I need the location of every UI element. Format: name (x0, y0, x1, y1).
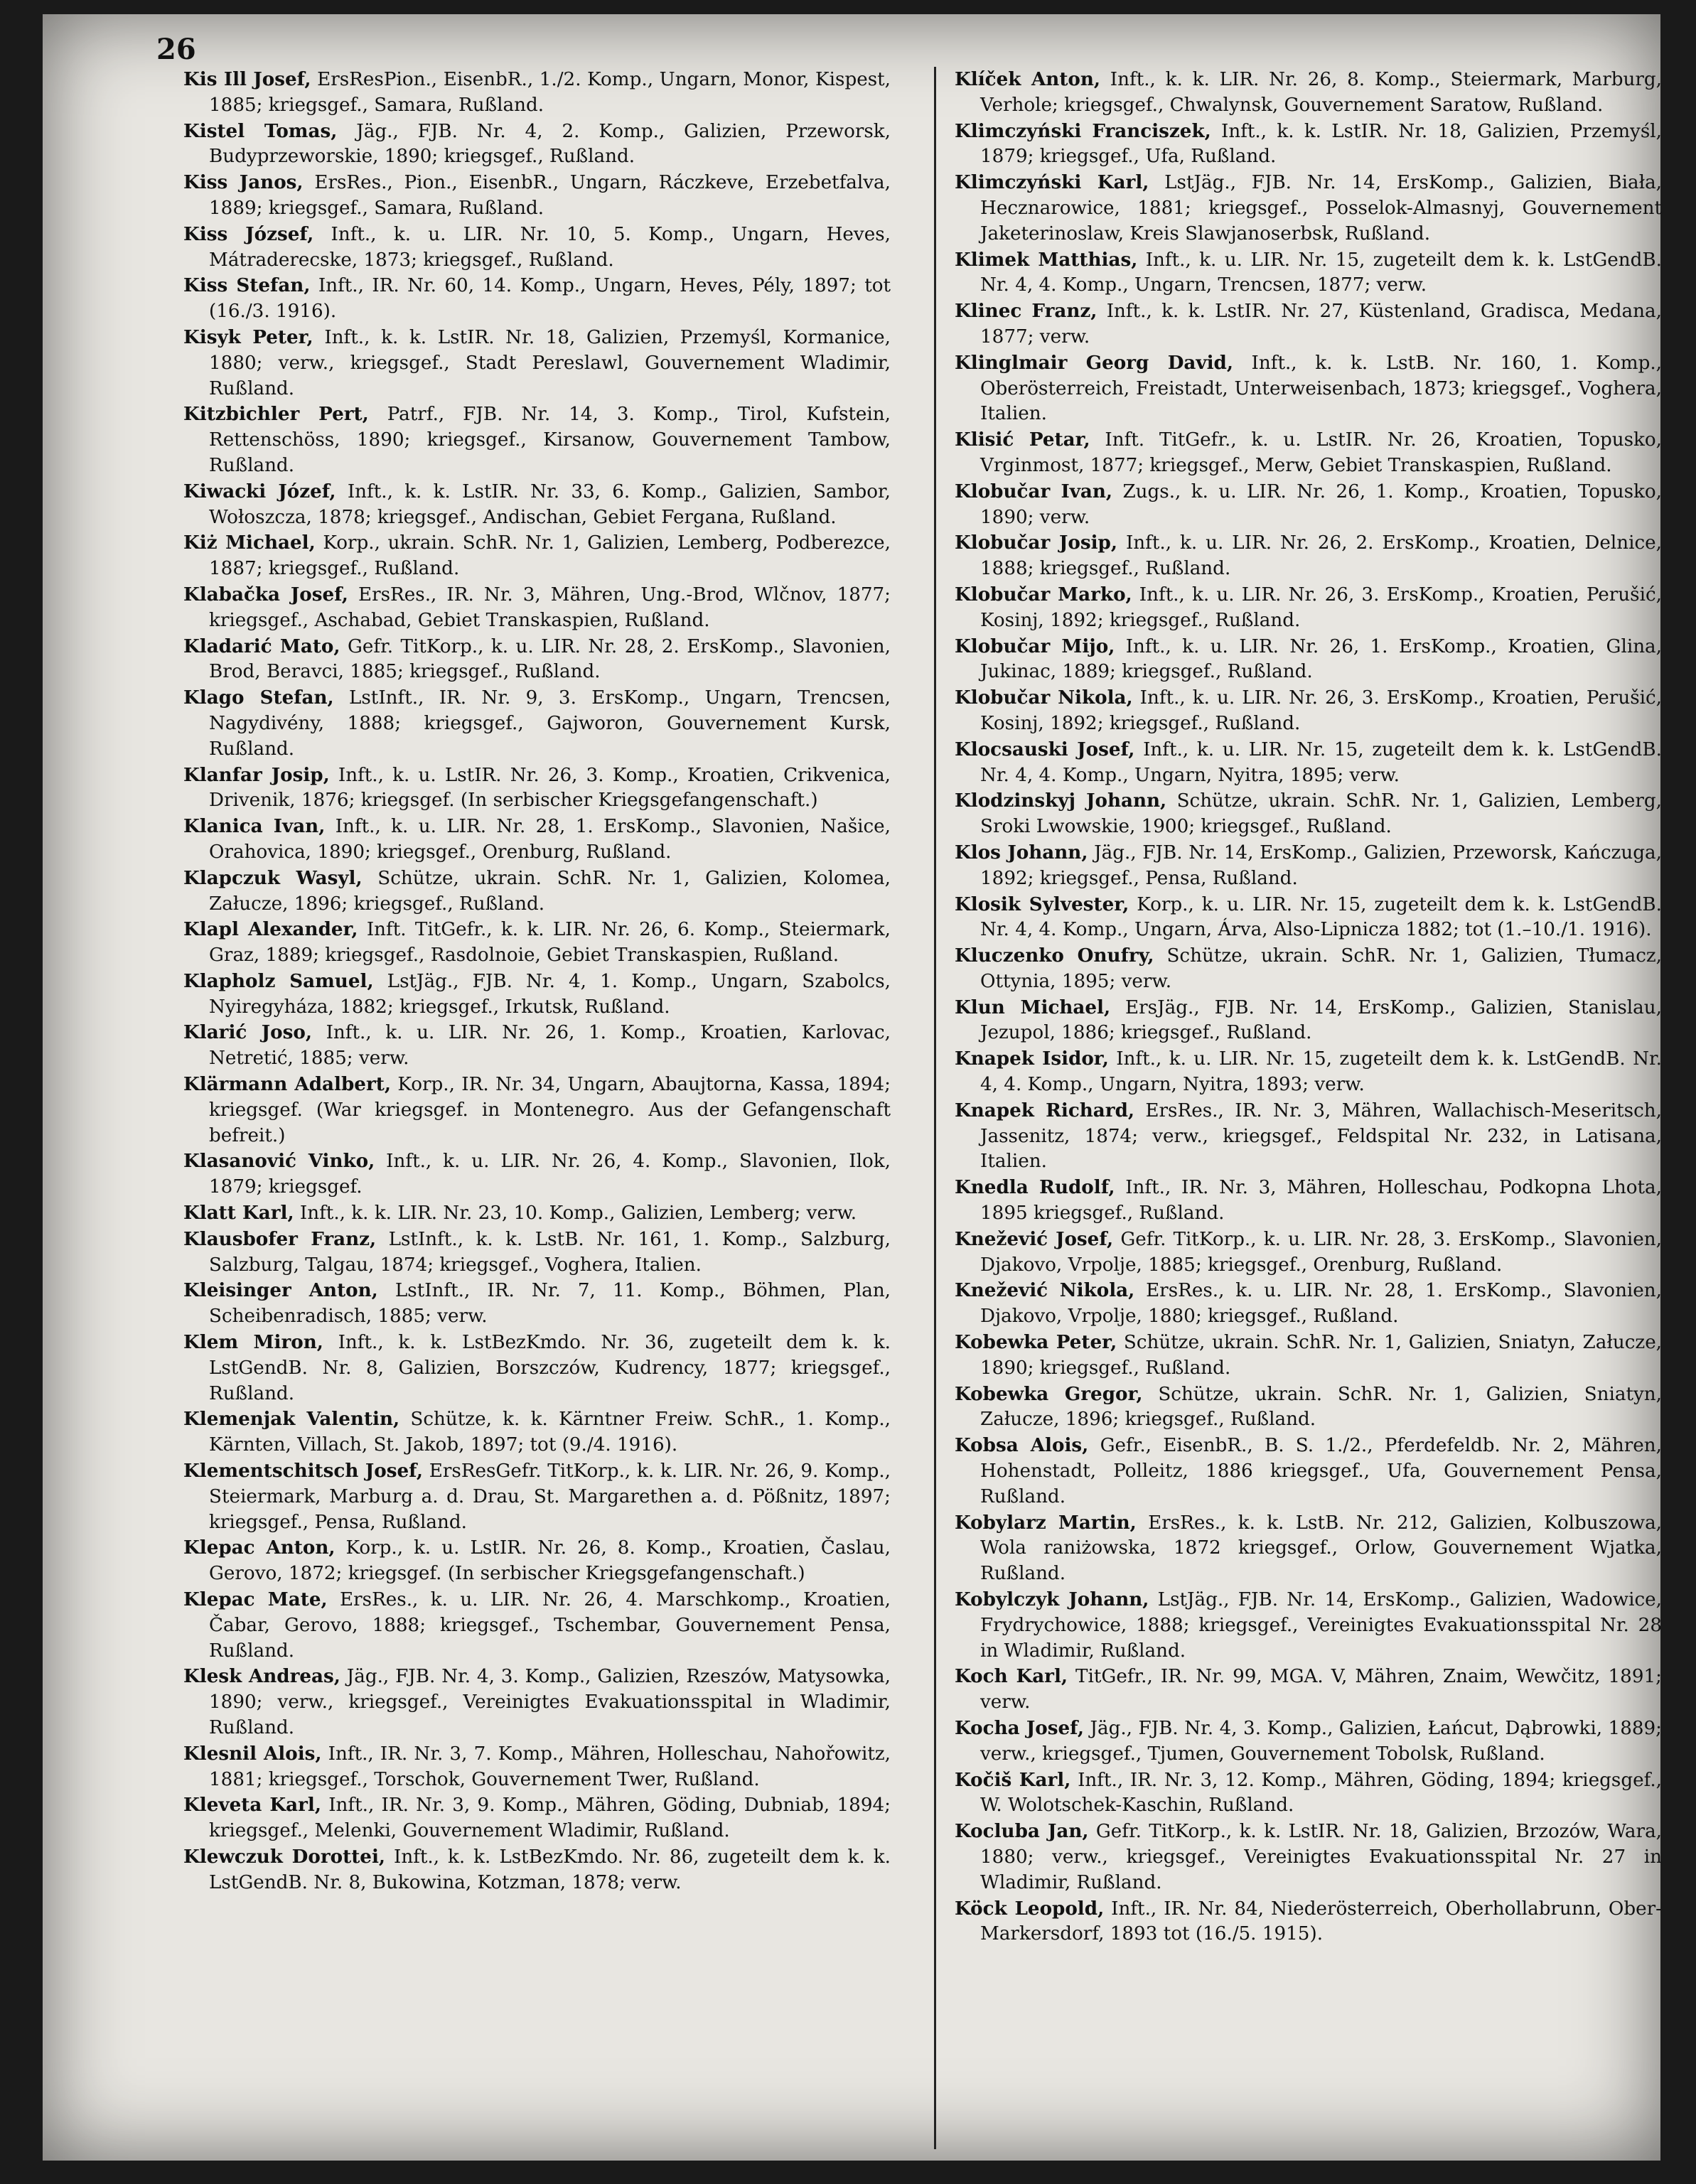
entry-details: LstInft., k. k. LstB. Nr. 161, 1. Komp., Salzburg, Salzburg, Talgau, 1874; kriegsgef., Voghera, Italien. (209, 1228, 891, 1276)
entry-name: Knapek Isidor, (955, 1048, 1109, 1070)
entry-name: Klesk Andreas, (183, 1665, 340, 1688)
entry-details: Inft., k. k. LstIR. Nr. 27, Küstenland, Gradisca, Medana, 1877; verw. (980, 301, 1662, 348)
list-entry (955, 1768, 1662, 1819)
entry-name: Klementschitsch Josef, (183, 1460, 423, 1483)
entry-details: TitGefr., IR. Nr. 99, MGA. V, Mähren, Znaim, Wewčitz, 1891; verw. (980, 1666, 1662, 1714)
entry-name: Kitzbichler Pert, (183, 403, 369, 426)
entry-details: Zugs., k. u. LIR. Nr. 26, 1. Komp., Kroatien, Topusko, 1890; verw. (980, 480, 1662, 528)
list-entry (183, 1741, 891, 1793)
left-column (183, 67, 891, 1896)
entry-name: Klimczyński Franciszek, (955, 119, 1211, 142)
entry-name: Klanfar Josip, (183, 763, 330, 786)
entry-details: Inft., k. u. LIR. Nr. 26, 3. ErsKomp., Kroatien, Perušić, Kosinj, 1892; kriegsgef., Rußland. (980, 583, 1662, 631)
list-entry (183, 1406, 891, 1458)
entry-details: Korp., k. u. LstIR. Nr. 26, 8. Komp., Kroatien, Časlau, Gerovo, 1872; kriegsgef. (In serbischer Kriegsgefangenschaft.) (209, 1537, 891, 1585)
list-entry (183, 119, 891, 171)
entry-name: Koch Karl, (955, 1665, 1068, 1688)
list-entry (183, 273, 891, 325)
entry-name: Kobewka Peter, (955, 1331, 1117, 1354)
list-entry (183, 1072, 891, 1149)
list-entry (955, 1330, 1662, 1382)
entry-name: Kis Ill Josef, (183, 68, 311, 90)
entry-name: Klesnil Alois, (183, 1742, 322, 1765)
document-page (43, 14, 1663, 2161)
entry-details: Inft., k. u. LIR. Nr. 26, 1. Komp., Kroatien, Karlovac, Netretić, 1885; verw. (209, 1022, 891, 1070)
list-entry (955, 1664, 1662, 1716)
entry-name: Klos Johann, (955, 841, 1088, 864)
list-entry (955, 119, 1662, 171)
entry-details: LstJäg., FJB. Nr. 4, 1. Komp., Ungarn, Szabolcs, Nyiregyháza, 1882; kriegsgef., Irkutsk, Rußland. (209, 970, 891, 1018)
entry-details: Inft., k. k. LstBezKmdo. Nr. 86, zugeteilt dem k. k. LstGendB. Nr. 8, Bukowina, Kotzman, 1878; verw. (209, 1846, 891, 1893)
list-entry (955, 1046, 1662, 1098)
list-entry (955, 1382, 1662, 1433)
entry-details: Inft., k. u. LIR. Nr. 10, 5. Komp., Ungarn, Heves, Mátraderecske, 1873; kriegsgef., Rußland. (209, 223, 891, 271)
list-entry (955, 737, 1662, 789)
list-entry (955, 1278, 1662, 1330)
list-entry (955, 685, 1662, 737)
list-entry (183, 582, 891, 634)
list-entry (955, 892, 1662, 944)
entry-details: Gefr. TitKorp., k. u. LIR. Nr. 28, 2. ErsKomp., Slavonien, Brod, Beravci, 1885; kriegsgef., Rußland. (209, 635, 891, 683)
list-entry (955, 1716, 1662, 1768)
entry-details: ErsResGefr. TitKorp., k. k. LIR. Nr. 26, 9. Komp., Steiermark, Marburg a. d. Drau, St. Margarethen a. d. Pößnitz, 1897; kriegsgef., Pensa, Rußland. (209, 1461, 891, 1533)
list-entry (955, 840, 1662, 892)
entry-details: Inft., k. k. LstBezKmdo. Nr. 36, zugeteilt dem k. k. LstGendB. Nr. 8, Galizien, Borszczów, Kudrency, 1877; kriegsgef., Rußland. (209, 1332, 891, 1404)
entry-details: Gefr. TitKorp., k. u. LIR. Nr. 28, 3. ErsKomp., Slavonien, Djakovo, Vrpolje, 1885; kriegsgef., Orenburg, Rußland. (980, 1228, 1662, 1276)
entry-name: Klepac Mate, (183, 1588, 328, 1611)
entry-name: Kiwacki Józef, (183, 480, 336, 502)
list-entry (183, 1227, 891, 1279)
entry-details: Inft., k. u. LIR. Nr. 15, zugeteilt dem k. k. LstGendB. Nr. 4, 4. Komp., Ungarn, Nyitra, 1895; verw. (980, 738, 1662, 786)
entry-name: Klobučar Josip, (955, 532, 1117, 554)
list-entry (955, 247, 1662, 299)
entry-name: Klärmann Adalbert, (183, 1073, 391, 1096)
entry-details: ErsResPion., EisenbR., 1./2. Komp., Ungarn, Monor, Kispest, 1885; kriegsgef., Samara, Rußland. (209, 69, 891, 116)
list-entry (183, 67, 891, 119)
entry-name: Kiss Stefan, (183, 274, 311, 297)
entry-name: Klinglmair Georg David, (955, 351, 1233, 374)
entry-details: Inft., k. k. LstIR. Nr. 33, 6. Komp., Galizien, Sambor, Wołoszcza, 1878; kriegsgef., Andischan, Gebiet Fergana, Rußland. (209, 480, 891, 528)
entry-details: Inft., k. k. LstIR. Nr. 18, Galizien, Przemyśl, Kormanice, 1880; verw., kriegsgef., Stadt Pereslawl, Gouvernement Wladimir, Rußland. (209, 326, 891, 399)
list-entry (955, 788, 1662, 840)
entry-details: Korp., IR. Nr. 34, Ungarn, Abaujtorna, Kassa, 1894; kriegsgef. (War kriegsgef. in Montenegro. Aus der Gefangenschaft befreit.) (209, 1074, 891, 1146)
entry-name: Klausbofer Franz, (183, 1227, 377, 1250)
entry-name: Klapholz Samuel, (183, 969, 374, 992)
list-entry (183, 1535, 891, 1587)
entry-name: Kobylarz Martin, (955, 1511, 1137, 1534)
entry-name: Klocsauski Josef, (955, 738, 1135, 760)
entry-name: Knežević Nikola, (955, 1279, 1135, 1302)
entry-name: Klimek Matthias, (955, 248, 1138, 271)
list-entry (183, 222, 891, 274)
list-entry (183, 1844, 891, 1896)
list-entry (955, 1819, 1662, 1895)
entry-name: Kluczenko Onufry, (955, 945, 1154, 967)
list-entry (183, 1020, 891, 1072)
list-entry (955, 479, 1662, 531)
entry-details: Inft., k. u. LIR. Nr. 15, zugeteilt dem k. k. LstGendB. Nr. 4, 4. Komp., Ungarn, Nyitra, 1893; verw. (980, 1048, 1662, 1096)
entry-name: Kleveta Karl, (183, 1794, 321, 1817)
entry-name: Kocluba Jan, (955, 1820, 1089, 1843)
entry-details: Schütze, ukrain. SchR. Nr. 1, Galizien, Kolomea, Załucze, 1896; kriegsgef., Rußland. (209, 867, 891, 915)
entry-name: Kistel Tomas, (183, 119, 338, 142)
entry-details: Inft., k. u. LIR. Nr. 26, 3. ErsKomp., Kroatien, Perušić, Kosinj, 1892; kriegsgef., Rußland. (980, 687, 1662, 734)
entry-name: Klanica Ivan, (183, 815, 326, 838)
list-entry (183, 866, 891, 918)
page-number: 26 (156, 33, 196, 66)
entry-name: Klinec Franz, (955, 300, 1097, 323)
entry-name: Kleisinger Anton, (183, 1279, 378, 1302)
list-entry (183, 1330, 891, 1406)
entry-name: Klimczyński Karl, (955, 171, 1149, 194)
entry-details: LstJäg., FJB. Nr. 14, ErsKomp., Galizien, Biała, Hecznarowice, 1881; kriegsgef., Posselok-Almasnyj, Gouvernement Jaketerinoslaw, Kreis Slawjanoserbsk, Rußland. (980, 172, 1663, 244)
entry-name: Kiss József, (183, 222, 314, 245)
entry-name: Klapczuk Wasyl, (183, 866, 363, 889)
entry-details: Inft., k. k. LIR. Nr. 23, 10. Komp., Galizien, Lemberg; verw. (294, 1203, 857, 1225)
right-column (955, 67, 1662, 1947)
entry-details: Schütze, k. k. Kärntner Freiw. SchR., 1. Komp., Kärnten, Villach, St. Jakob, 1897; tot (9./4. 1916). (209, 1409, 891, 1456)
entry-name: Kiż Michael, (183, 532, 316, 554)
entry-details: Schütze, ukrain. SchR. Nr. 1, Galizien, Tłumacz, Ottynia, 1895; verw. (980, 945, 1662, 992)
list-entry (955, 943, 1662, 995)
entry-details: Patrf., FJB. Nr. 14, 3. Komp., Tirol, Kufstein, Rettenschöss, 1890; kriegsgef., Kirsanow, Gouvernement Tambow, Rußland. (209, 404, 891, 476)
entry-name: Kobewka Gregor, (955, 1382, 1143, 1405)
entry-name: Köck Leopold, (955, 1897, 1105, 1920)
list-entry (183, 685, 891, 762)
list-entry (955, 1433, 1662, 1510)
entry-name: Kiss Janos, (183, 171, 304, 194)
entry-details: LstInft., IR. Nr. 7, 11. Komp., Böhmen, Plan, Scheibenradisch, 1885; verw. (209, 1280, 891, 1328)
entry-details: Jäg., FJB. Nr. 4, 2. Komp., Galizien, Przeworsk, Budyprzeworskie, 1890; kriegsgef., Rußland. (209, 120, 891, 168)
entry-name: Klobučar Mijo, (955, 635, 1115, 657)
list-entry (955, 530, 1662, 582)
entry-details: Inft., k. u. LIR. Nr. 28, 1. ErsKomp., Slavonien, Našice, Orahovica, 1890; kriegsgef., Orenburg, Rußland. (209, 816, 891, 863)
list-entry (183, 1149, 891, 1200)
list-entry (955, 1896, 1662, 1948)
entry-details: ErsRes., k. u. LIR. Nr. 26, 4. Marschkomp., Kroatien, Čabar, Gerovo, 1888; kriegsgef., Tschembar, Gouvernement Pensa, Rußland. (209, 1589, 891, 1662)
entry-name: Klago Stefan, (183, 687, 334, 709)
entry-details: Jäg., FJB. Nr. 4, 3. Komp., Galizien, Rzeszów, Matysowka, 1890; verw., kriegsgef., Vereinigtes Evakuationsspital in Wladimir, Rußland. (209, 1666, 891, 1738)
entry-name: Klobučar Ivan, (955, 480, 1113, 502)
list-entry (955, 350, 1662, 427)
list-entry (183, 325, 891, 402)
list-entry (955, 995, 1662, 1047)
entry-name: Klíček Anton, (955, 68, 1101, 90)
list-entry (955, 1227, 1662, 1279)
entry-details: Inft., IR. Nr. 3, 12. Komp., Mähren, Göding, 1894; kriegsgef., W. Wolotschek-Kaschin, Rußland. (980, 1769, 1663, 1817)
list-entry (183, 1278, 891, 1330)
entry-details: Jäg., FJB. Nr. 14, ErsKomp., Galizien, Przeworsk, Kańczuga, 1892; kriegsgef., Pensa, Rußland. (980, 841, 1662, 889)
list-entry (955, 1587, 1662, 1664)
entry-name: Kočiš Karl, (955, 1768, 1071, 1791)
list-entry (955, 1510, 1662, 1587)
entry-details: Gefr. TitKorp., k. k. LstIR. Nr. 18, Galizien, Brzozów, Wara, 1880; verw., kriegsgef., Vereinigtes Evakuationsspital Nr. 27 in Wladimir, Rußland. (980, 1821, 1663, 1893)
list-entry (955, 634, 1662, 686)
entry-details: Inft., k. u. LIR. Nr. 15, zugeteilt dem k. k. LstGendB. Nr. 4, 4. Komp., Ungarn, Trencsen, 1877; verw. (980, 249, 1662, 296)
list-entry (955, 170, 1662, 247)
column-divider (934, 67, 936, 2149)
entry-details: Gefr., EisenbR., B. S. 1./2., Pferdefeldb. Nr. 2, Mähren, Hohenstadt, Polleitz, 1886 kriegsgef., Ufa, Gouvernement Pensa, Rußland. (980, 1435, 1662, 1507)
entry-name: Klapl Alexander, (183, 918, 358, 941)
entry-name: Klabačka Josef, (183, 583, 348, 606)
entry-details: ErsRes., k. k. LstB. Nr. 212, Galizien, Kolbuszowa, Wola raniżowska, 1872 kriegsgef., Orlow, Gouvernement Wjatka, Rußland. (980, 1512, 1663, 1585)
entry-details: Inft., k. k. LstIR. Nr. 18, Galizien, Przemyśl, 1879; kriegsgef., Ufa, Rußland. (980, 120, 1662, 168)
list-entry (183, 530, 891, 582)
entry-details: ErsRes., Pion., EisenbR., Ungarn, Ráczkeve, Erzebetfalva, 1889; kriegsgef., Samara, Rußland. (209, 172, 891, 219)
entry-name: Kobylczyk Johann, (955, 1588, 1149, 1611)
list-entry (183, 1458, 891, 1535)
entry-name: Klun Michael, (955, 996, 1111, 1018)
list-entry (183, 634, 891, 686)
list-entry (183, 1664, 891, 1741)
entry-name: Klatt Karl, (183, 1202, 294, 1225)
list-entry (183, 814, 891, 866)
list-entry (183, 1587, 891, 1664)
entry-name: Klem Miron, (183, 1331, 323, 1354)
entry-name: Klodzinskyj Johann, (955, 790, 1167, 812)
entry-name: Klarić Joso, (183, 1021, 312, 1044)
entry-name: Knedla Rudolf, (955, 1176, 1115, 1199)
entry-details: Inft., k. u. LIR. Nr. 26, 2. ErsKomp., Kroatien, Delnice, 1888; kriegsgef., Rußland. (980, 532, 1662, 580)
entry-name: Klosik Sylvester, (955, 893, 1129, 915)
entry-details: Inft., k. u. LstIR. Nr. 26, 3. Komp., Kroatien, Crikvenica, Drivenik, 1876; kriegsgef. (In serbischer Kriegsgefangenschaft.) (209, 764, 891, 812)
entry-details: Inft., k. k. LIR. Nr. 26, 8. Komp., Steiermark, Marburg, Verhole; kriegsgef., Chwalynsk, Gouvernement Saratow, Rußland. (980, 69, 1662, 116)
entry-name: Klewczuk Dorottei, (183, 1845, 386, 1868)
entry-details: ErsRes., IR. Nr. 3, Mähren, Ung.-Brod, Wlčnov, 1877; kriegsgef., Aschabad, Gebiet Transkaspien, Rußland. (209, 583, 891, 631)
entry-details: Schütze, ukrain. SchR. Nr. 1, Galizien, Sniatyn, Załucze, 1896; kriegsgef., Rußland. (980, 1383, 1662, 1431)
entry-name: Klobučar Nikola, (955, 687, 1133, 709)
entry-name: Klobučar Marko, (955, 583, 1132, 606)
entry-details: Inft., IR. Nr. 84, Niederösterreich, Oberhollabrunn, Ober-Markersdorf, 1893 tot (16./5. 1915). (980, 1898, 1662, 1945)
list-entry (955, 1098, 1662, 1175)
entry-details: LstInft., IR. Nr. 9, 3. ErsKomp., Ungarn, Trencsen, Nagydivény, 1888; kriegsgef., Gajworon, Gouvernement Kursk, Rußland. (209, 687, 891, 760)
entry-name: Klepac Anton, (183, 1537, 336, 1559)
entry-name: Kladarić Mato, (183, 635, 340, 657)
list-entry (183, 479, 891, 531)
entry-details: ErsJäg., FJB. Nr. 14, ErsKomp., Galizien, Stanislau, Jezupol, 1886; kriegsgef., Rußland. (980, 996, 1662, 1044)
entry-details: Korp., k. u. LIR. Nr. 15, zugeteilt dem k. k. LstGendB. Nr. 4, 4. Komp., Ungarn, Árva, Also-Lipnicza 1882; tot (1.–10./1. 1916). (980, 893, 1663, 941)
entry-name: Kobsa Alois, (955, 1434, 1089, 1457)
entry-name: Klasanović Vinko, (183, 1150, 375, 1173)
entry-details: Inft., IR. Nr. 60, 14. Komp., Ungarn, Heves, Pély, 1897; tot (16./3. 1916). (209, 275, 891, 323)
entry-details: Korp., ukrain. SchR. Nr. 1, Galizien, Lemberg, Podberezce, 1887; kriegsgef., Rußland. (209, 532, 891, 580)
entry-name: Knežević Josef, (955, 1227, 1114, 1250)
list-entry (183, 969, 891, 1021)
entry-details: ErsRes., IR. Nr. 3, Mähren, Wallachisch-Meseritsch, Jassenitz, 1874; verw., kriegsgef., Feldspital Nr. 232, in Latisana, Italien. (980, 1099, 1662, 1173)
entry-details: Inft., IR. Nr. 3, 9. Komp., Mähren, Göding, Dubniab, 1894; kriegsgef., Melenki, Gouvernement Wladimir, Rußland. (209, 1795, 891, 1842)
entry-name: Kocha Josef, (955, 1717, 1084, 1739)
list-entry (955, 67, 1662, 119)
list-entry (183, 763, 891, 814)
list-entry (955, 582, 1662, 634)
entry-details: ErsRes., k. u. LIR. Nr. 28, 1. ErsKomp., Slavonien, Djakovo, Vrpolje, 1880; kriegsgef., Rußland. (980, 1280, 1662, 1328)
entry-name: Klisić Petar, (955, 429, 1090, 451)
list-entry (955, 1175, 1662, 1227)
entry-details: Schütze, ukrain. SchR. Nr. 1, Galizien, Sniatyn, Załucze, 1890; kriegsgef., Rußland. (980, 1332, 1663, 1379)
entry-details: Inft., IR. Nr. 3, 7. Komp., Mähren, Holleschau, Nahořowitz, 1881; kriegsgef., Torschok, Gouvernement Twer, Rußland. (209, 1743, 891, 1790)
entry-details: Inft., k. u. LIR. Nr. 26, 4. Komp., Slavonien, Ilok, 1879; kriegsgef. (209, 1151, 891, 1198)
entry-name: Klemenjak Valentin, (183, 1408, 400, 1431)
entry-details: Inft., k. u. LIR. Nr. 26, 1. ErsKomp., Kroatien, Glina, Jukinac, 1889; kriegsgef., Rußland. (980, 635, 1662, 683)
entry-details: Inft. TitGefr., k. u. LstIR. Nr. 26, Kroatien, Topusko, Vrginmost, 1877; kriegsgef., Merw, Gebiet Transkaspien, Rußland. (980, 429, 1662, 476)
entry-name: Knapek Richard, (955, 1099, 1134, 1121)
list-entry (955, 298, 1662, 350)
entry-details: Schütze, ukrain. SchR. Nr. 1, Galizien, Lemberg, Sroki Lwowskie, 1900; kriegsgef., Rußland. (980, 790, 1662, 838)
entry-details: Jäg., FJB. Nr. 4, 3. Komp., Galizien, Łańcut, Dąbrowki, 1889; verw., kriegsgef., Tjumen, Gouvernement Tobolsk, Rußland. (980, 1718, 1662, 1765)
list-entry (955, 427, 1662, 479)
entry-details: Inft., k. k. LstB. Nr. 160, 1. Komp., Oberösterreich, Freistadt, Unterweisenbach, 1873; kriegsgef., Voghera, Italien. (980, 352, 1662, 425)
entry-details: Inft., IR. Nr. 3, Mähren, Holleschau, Podkopna Lhota, 1895 kriegsgef., Rußland. (980, 1177, 1662, 1225)
list-entry (183, 402, 891, 478)
list-entry (183, 917, 891, 969)
entry-name: Kisyk Peter, (183, 326, 313, 348)
list-entry (183, 1792, 891, 1844)
entry-details: Inft. TitGefr., k. k. LIR. Nr. 26, 6. Komp., Steiermark, Graz, 1889; kriegsgef., Rasdolnoie, Gebiet Transkaspien, Rußland. (209, 919, 891, 967)
list-entry (183, 1200, 891, 1227)
entry-details: LstJäg., FJB. Nr. 14, ErsKomp., Galizien, Wadowice, Frydrychowice, 1888; kriegsgef., Vereinigtes Evakuationsspital Nr. 28 in Wladimir, Rußland. (980, 1589, 1662, 1662)
list-entry (183, 170, 891, 222)
